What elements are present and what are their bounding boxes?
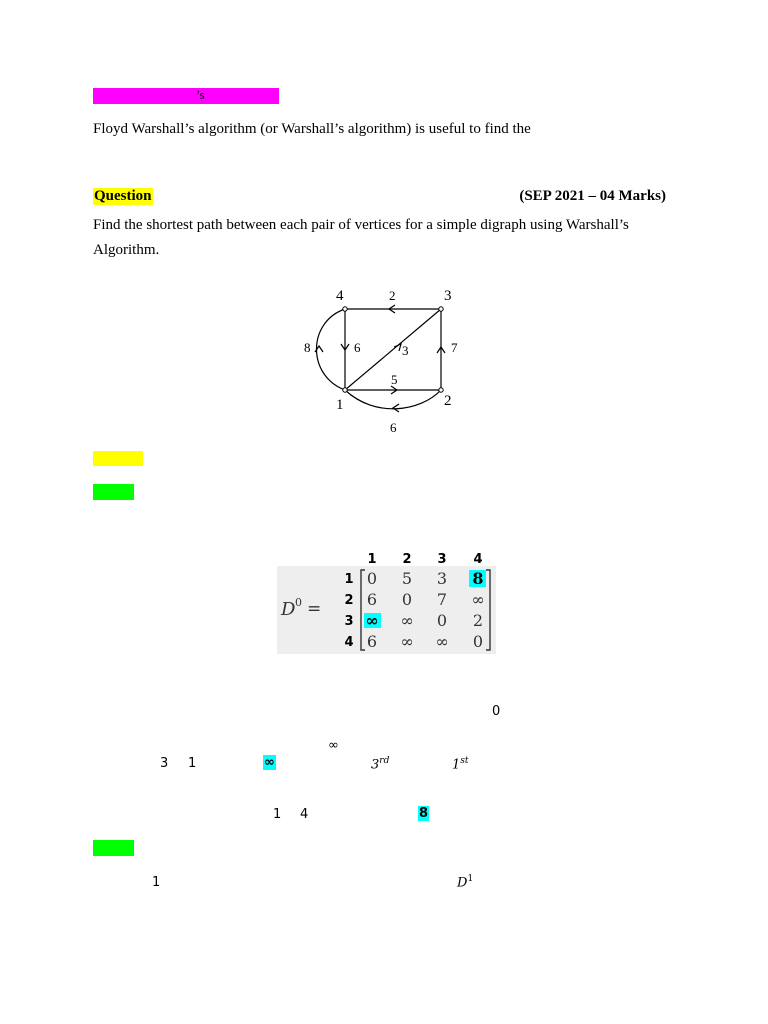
col-header-2: 2	[402, 552, 412, 567]
weight-4-1: 6	[354, 340, 361, 355]
matrix-superscript: 0	[295, 596, 302, 609]
yellow-highlight-bar	[93, 451, 143, 466]
note-zero: 0	[492, 704, 501, 719]
matrix-cell: ∞	[435, 632, 449, 651]
row-header-3: 3	[344, 614, 354, 629]
ordinal-1-number: 1	[452, 757, 461, 773]
digraph-figure	[295, 280, 485, 440]
col-header-1: 1	[367, 552, 377, 567]
matrix-cell: ∞	[400, 611, 414, 630]
note-path-to: 4	[300, 807, 309, 822]
note-d1	[457, 874, 473, 890]
matrix-cell: 2	[472, 611, 484, 630]
note-third	[371, 756, 389, 772]
ordinal-3-number: 3	[371, 757, 380, 773]
matrix-cell: 0	[472, 632, 484, 651]
question-text: Find the shortest path between each pair of vertices for a simple digraph using Warshall’s Algorithm.	[93, 217, 629, 258]
matrix-cell: 0	[366, 569, 378, 588]
vertex-label-4: 4	[336, 288, 344, 304]
d1-superscript: 1	[467, 874, 474, 884]
weight-1-3: 3	[402, 343, 409, 358]
note-path-from: 1	[273, 807, 282, 822]
title-highlight-bar	[93, 88, 279, 104]
matrix-cell: ∞	[471, 590, 485, 609]
note-row-3: 3	[160, 756, 169, 771]
note-first	[452, 756, 469, 772]
matrix-cell: 3	[436, 569, 448, 588]
vertex-label-2: 2	[444, 393, 452, 409]
question-marks: (SEP 2021 – 04 Marks)	[519, 188, 666, 204]
note-col-1: 1	[188, 756, 197, 771]
matrix-cell: 6	[366, 632, 378, 651]
matrix-equals: =	[307, 599, 322, 619]
weight-1-2: 5	[391, 372, 398, 387]
matrix-cell: 5	[401, 569, 413, 588]
vertex-2	[439, 388, 443, 392]
note-infinity: ∞	[328, 738, 339, 753]
green-highlight-bar-1	[93, 484, 134, 500]
weight-3-4: 2	[389, 288, 396, 303]
row-header-1: 1	[344, 572, 354, 587]
note-infinity-highlight: ∞	[264, 755, 275, 770]
matrix-cell: 0	[401, 590, 413, 609]
matrix-name: D	[281, 599, 296, 620]
vertex-label-3: 3	[444, 288, 452, 304]
green-highlight-bar-2	[93, 840, 134, 856]
arrow-head-2-1	[393, 404, 399, 412]
distance-matrix-d0	[277, 548, 499, 656]
matrix-cell: 8	[472, 569, 484, 588]
matrix-cell: 0	[436, 611, 448, 630]
row-header-2: 2	[344, 593, 354, 608]
d1-base: D	[457, 875, 468, 891]
note-step-one: 1	[152, 875, 161, 890]
weight-2-1: 6	[390, 420, 397, 435]
matrix-cell: ∞	[365, 611, 379, 630]
col-header-4: 4	[473, 552, 483, 567]
vertex-3	[439, 307, 443, 311]
ordinal-1-suffix: st	[460, 756, 469, 766]
vertex-1	[343, 388, 347, 392]
vertex-4	[343, 307, 347, 311]
row-header-4: 4	[344, 635, 354, 650]
ordinal-3-suffix: rd	[379, 756, 390, 766]
intro-text: Floyd Warshall’s algorithm (or Warshall’s algorithm) is useful to find the	[93, 121, 531, 137]
title-fragment: ’s	[196, 87, 205, 102]
matrix-cell: ∞	[400, 632, 414, 651]
matrix-cell: 7	[436, 590, 448, 609]
weight-2-3: 7	[451, 340, 458, 355]
col-header-3: 3	[437, 552, 447, 567]
question-label: Question	[94, 188, 152, 204]
weight-1-4: 8	[304, 340, 311, 355]
note-eight-highlight: 8	[419, 806, 429, 821]
vertex-label-1: 1	[336, 397, 344, 413]
matrix-cell: 6	[366, 590, 378, 609]
